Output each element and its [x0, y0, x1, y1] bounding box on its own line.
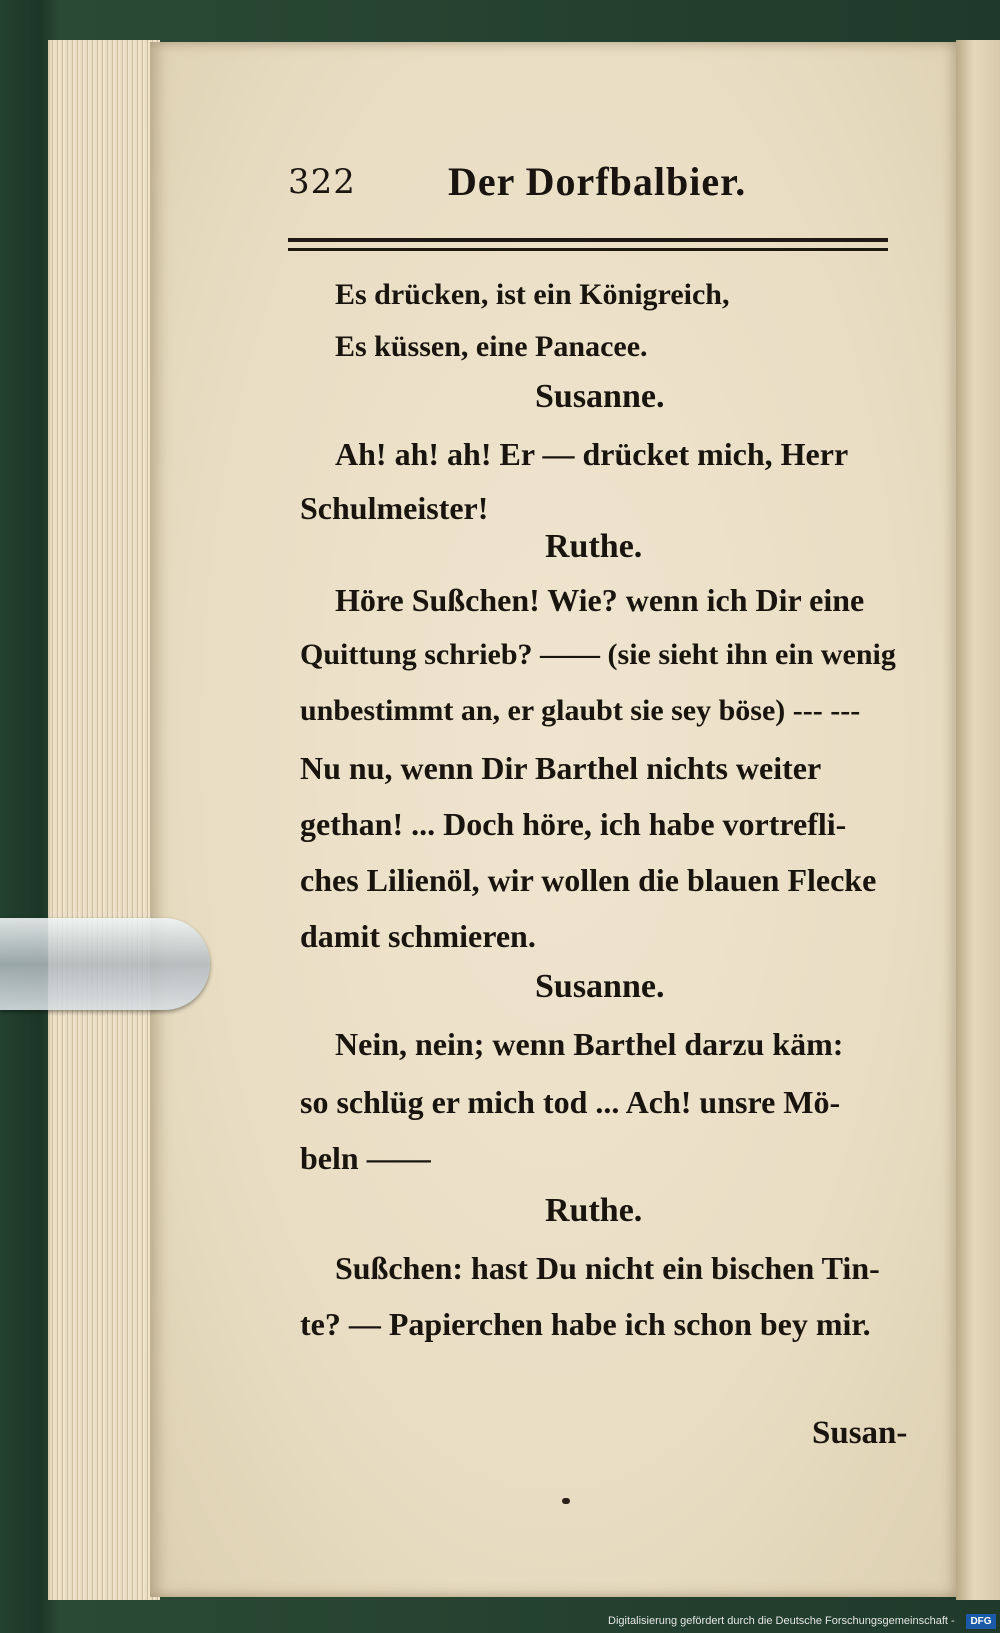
header-rule-secondary: [288, 248, 888, 251]
text-line: Ah! ah! ah! Er — drücket mich, Herr: [335, 436, 849, 472]
verse-line: Es drücken, ist ein Königreich,: [335, 278, 730, 311]
text-line: gethan! ... Doch höre, ich habe vortrefli-: [300, 806, 847, 842]
text-line: Nu nu, wenn Dir Barthel nichts weiter: [300, 750, 822, 786]
page-edges: [48, 40, 160, 1600]
text-line: Quittung schrieb? —— (sie sieht ihn ein wenig: [300, 638, 896, 671]
catchword: Susan-: [812, 1415, 908, 1451]
speaker-name: Susanne.: [535, 378, 665, 415]
text-line: Nein, nein; wenn Barthel darzu käm:: [335, 1026, 844, 1062]
speaker-name: Ruthe.: [545, 1192, 643, 1229]
digitization-credit: Digitalisierung gefördert durch die Deutsche Forschungsgemeinschaft -: [608, 1615, 955, 1627]
text-line: beln ——: [300, 1140, 431, 1176]
page-holder-clip: [0, 918, 210, 1010]
speaker-name: Ruthe.: [545, 528, 643, 565]
header-rule: [288, 238, 888, 242]
page-header: [288, 150, 888, 220]
speaker-name: Susanne.: [535, 968, 665, 1005]
dfg-logo: DFG: [966, 1614, 996, 1629]
text-line: te? — Papierchen habe ich schon bey mir.: [300, 1306, 871, 1342]
page-number: 322: [288, 162, 356, 202]
text-line: so schlüg er mich tod ... Ach! unsre Mö-: [300, 1084, 841, 1120]
ink-spot: [562, 1498, 570, 1504]
text-line: ches Lilienöl, wir wollen die blauen Flecke: [300, 862, 877, 898]
running-title: Der Dorfbalbier.: [448, 159, 747, 204]
text-line: Schulmeister!: [300, 490, 489, 526]
verse-line: Es küssen, eine Panacee.: [335, 330, 648, 363]
text-line: unbestimmt an, er glaubt sie sey böse) --- ---: [300, 694, 861, 727]
text-line: Sußchen: hast Du nicht ein bischen Tin-: [335, 1250, 880, 1286]
text-line: damit schmieren.: [300, 918, 536, 954]
text-line: Höre Sußchen! Wie? wenn ich Dir eine: [335, 582, 865, 618]
facing-page-edge: [956, 40, 1000, 1600]
